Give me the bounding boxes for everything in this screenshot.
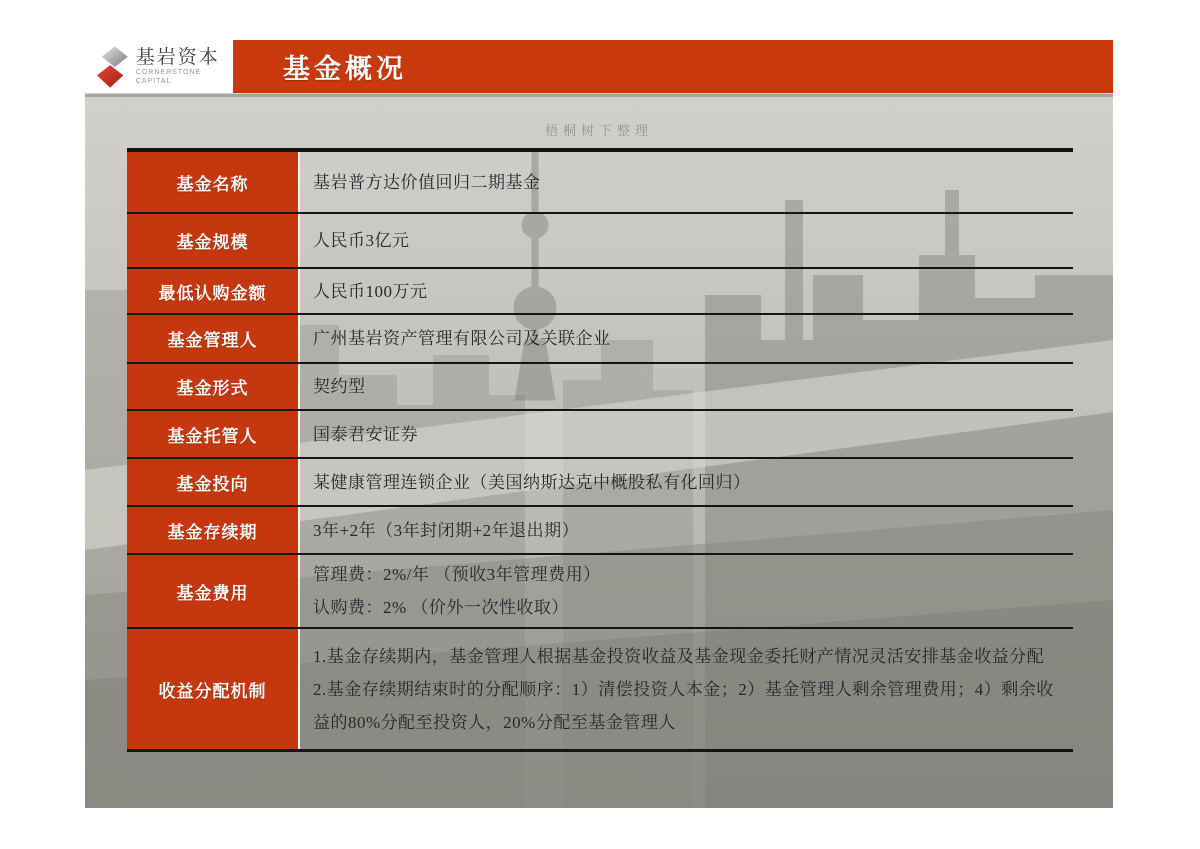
section-header-bar [233, 40, 1113, 93]
cell-line: 管理费：2%/年 （预收3年管理费用） [313, 565, 601, 584]
row-content [300, 555, 1073, 627]
cell-line: 1.基金存续期内，基金管理人根据基金投资收益及基金现金委托财产情况灵活安排基金收益分配 [313, 646, 1045, 666]
row-content [300, 411, 1073, 457]
cell-line: 人民币3亿元 [313, 231, 410, 250]
row-label: 基金托管人 [127, 411, 300, 457]
row-content [300, 629, 1073, 749]
table-row [127, 214, 1073, 269]
table-row [127, 364, 1073, 411]
row-label: 基金投向 [127, 459, 300, 505]
brand-subtitle: CORNERSTONE CAPITAL [135, 69, 202, 85]
cell-line: 某健康管理连锁企业（美国纳斯达克中概股私有化回归） [313, 472, 751, 492]
table-row [127, 269, 1073, 315]
cell-line: 契约型 [313, 377, 366, 396]
table-row [127, 507, 1073, 555]
row-label: 基金名称 [127, 152, 300, 212]
brand-name: 基岩资本 [135, 47, 220, 68]
watermark-text: 梧桐树下整理 [544, 123, 653, 138]
page-title: 基金概况 [283, 54, 407, 85]
cell-line: 广州基岩资产管理有限公司及关联企业 [313, 329, 611, 348]
row-label: 基金规模 [127, 214, 300, 267]
row-label: 基金形式 [127, 364, 300, 409]
row-content [300, 364, 1073, 409]
cell-line: 认购费：2% （价外一次性收取） [313, 598, 569, 617]
table-row [127, 315, 1073, 364]
table-row [127, 152, 1073, 214]
row-label: 基金存续期 [127, 507, 300, 553]
row-content [300, 152, 1073, 212]
cell-line: 基岩普方达价值回归二期基金 [313, 172, 541, 192]
fund-overview-table [127, 148, 1073, 752]
row-label: 基金管理人 [127, 315, 300, 362]
row-content [300, 269, 1073, 313]
row-content [300, 315, 1073, 362]
cell-line: 人民币100万元 [313, 281, 428, 301]
cell-line: 2.基金存续期结束时的分配顺序：1）清偿投资人本金；2）基金管理人剩余管理费用；4）剩余收益的80%分配至投资人，20%分配至基金管理人 [313, 679, 1054, 732]
brand-logo [85, 40, 233, 93]
cornerstone-diamond-icon [97, 44, 129, 90]
row-content [300, 459, 1073, 505]
table-row [127, 555, 1073, 629]
header-divider [85, 94, 1113, 97]
cell-line: 国泰君安证券 [313, 424, 418, 444]
row-content [300, 214, 1073, 267]
row-label: 收益分配机制 [127, 629, 300, 749]
table-row [127, 459, 1073, 507]
cell-line: 3年+2年（3年封闭期+2年退出期） [313, 520, 580, 540]
row-label: 基金费用 [127, 555, 300, 627]
table-row [127, 629, 1073, 749]
table-row [127, 411, 1073, 459]
row-content [300, 507, 1073, 553]
row-label: 最低认购金额 [127, 269, 300, 313]
